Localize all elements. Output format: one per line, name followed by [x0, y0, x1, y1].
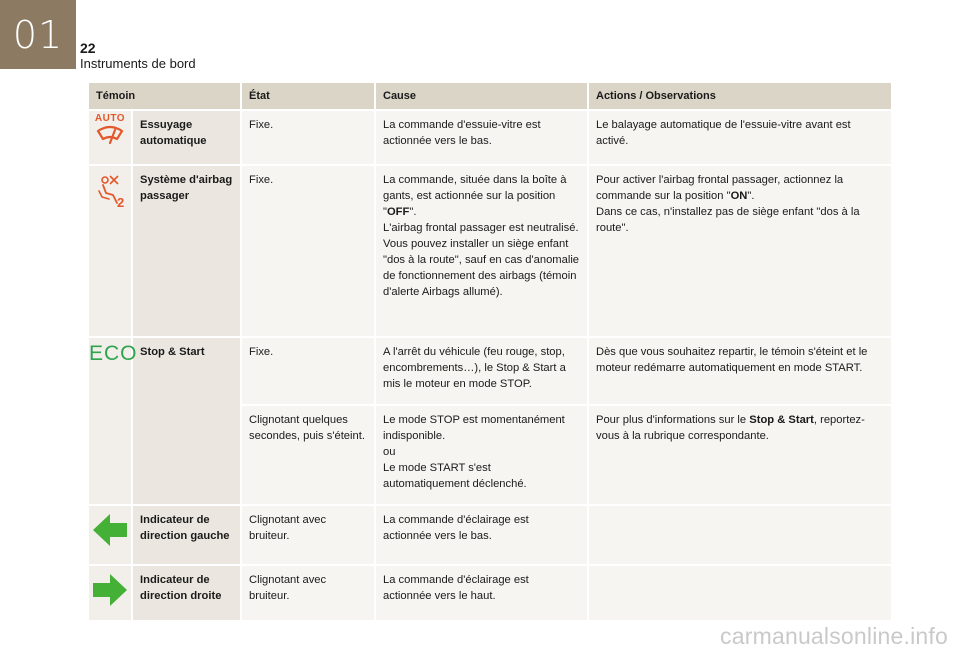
cause-cell: Le mode STOP est momentanément indisponible. ou Le mode START s'est automatiquement déclenché.: [376, 406, 587, 504]
action-cell: [589, 506, 891, 564]
icon-cell: [89, 338, 138, 504]
header-actions: Actions / Observations: [589, 83, 891, 109]
indicator-name: Stop & Start: [133, 338, 240, 504]
off-position-text: OFF: [386, 206, 410, 218]
action-cell: Pour plus d'informations sur le Stop & Start, reportez-vous à la rubrique correspondante.: [589, 406, 891, 504]
watermark-text: carmanualsonline.info: [720, 623, 948, 649]
cause-cell: La commande d'éclairage est actionnée vers le haut.: [376, 566, 587, 620]
wiper-auto-icon: AUTO: [95, 113, 125, 151]
svg-text:2: 2: [117, 195, 125, 208]
indicator-name: Système d'airbag passager: [133, 166, 240, 336]
table-row: [89, 166, 891, 336]
action-cell: Dès que vous souhaitez repartir, le témoin s'éteint et le moteur redémarre automatiquement en mode START.: [589, 338, 891, 404]
cause-cell: La commande d'essuie-vitre est actionnée vers le bas.: [376, 111, 587, 164]
icon-cell: [89, 111, 131, 164]
stop-start-link-text: Stop & Start: [749, 414, 814, 426]
header-temoin: Témoin: [89, 83, 240, 109]
on-position-text: ON: [730, 190, 748, 202]
right-turn-arrow-icon: [91, 572, 129, 608]
page-number: 22: [80, 40, 96, 56]
table-row: [89, 506, 891, 564]
state-cell: Fixe.: [242, 111, 374, 164]
icon-cell: [89, 166, 131, 336]
left-turn-arrow-icon: [91, 512, 129, 548]
action-cell: [589, 566, 891, 620]
indicator-name: Indicateur de direction gauche: [133, 506, 240, 564]
state-cell: Clignotant quelques secondes, puis s'éteint.: [242, 406, 374, 504]
cause-cell: La commande, située dans la boîte à gants, est actionnée sur la position "OFF". L'airbag frontal passager est neutralisé. Vous pouvez installer un siège enfant "dos à la route", sauf en cas d'anomalie de fonctionnement des airbags (témoin d'alerte Airbags allumé).: [376, 166, 587, 336]
header-etat: État: [242, 83, 374, 109]
table-row: [89, 111, 891, 164]
cause-cell: La commande d'éclairage est actionnée vers le bas.: [376, 506, 587, 564]
action-cell: Pour activer l'airbag frontal passager, actionnez la commande sur la position "ON". Dans ce cas, n'installez pas de siège enfant "dos à la route".: [589, 166, 891, 336]
table-header-row: [89, 83, 891, 109]
cause-cell: A l'arrêt du véhicule (feu rouge, stop, encombrements…), le Stop & Start a mis le moteur en mode STOP.: [376, 338, 587, 404]
chapter-tab: 01: [0, 0, 76, 69]
table-row: [89, 566, 891, 620]
state-cell: Clignotant avec bruiteur.: [242, 566, 374, 620]
indicator-name: Indicateur de direction droite: [133, 566, 240, 620]
icon-cell: [89, 506, 131, 564]
state-cell: Fixe.: [242, 166, 374, 336]
header-cause: Cause: [376, 83, 587, 109]
passenger-airbag-off-icon: [93, 174, 127, 208]
indicator-table: [87, 81, 893, 622]
state-cell: Clignotant avec bruiteur.: [242, 506, 374, 564]
eco-icon: ECO: [89, 342, 138, 365]
indicator-name: Essuyage automatique: [133, 111, 240, 164]
section-title: Instruments de bord: [80, 56, 196, 71]
state-cell: Fixe.: [242, 338, 374, 404]
table-row: [89, 338, 891, 404]
icon-cell: [89, 566, 131, 620]
action-cell: Le balayage automatique de l'essuie-vitre avant est activé.: [589, 111, 891, 164]
